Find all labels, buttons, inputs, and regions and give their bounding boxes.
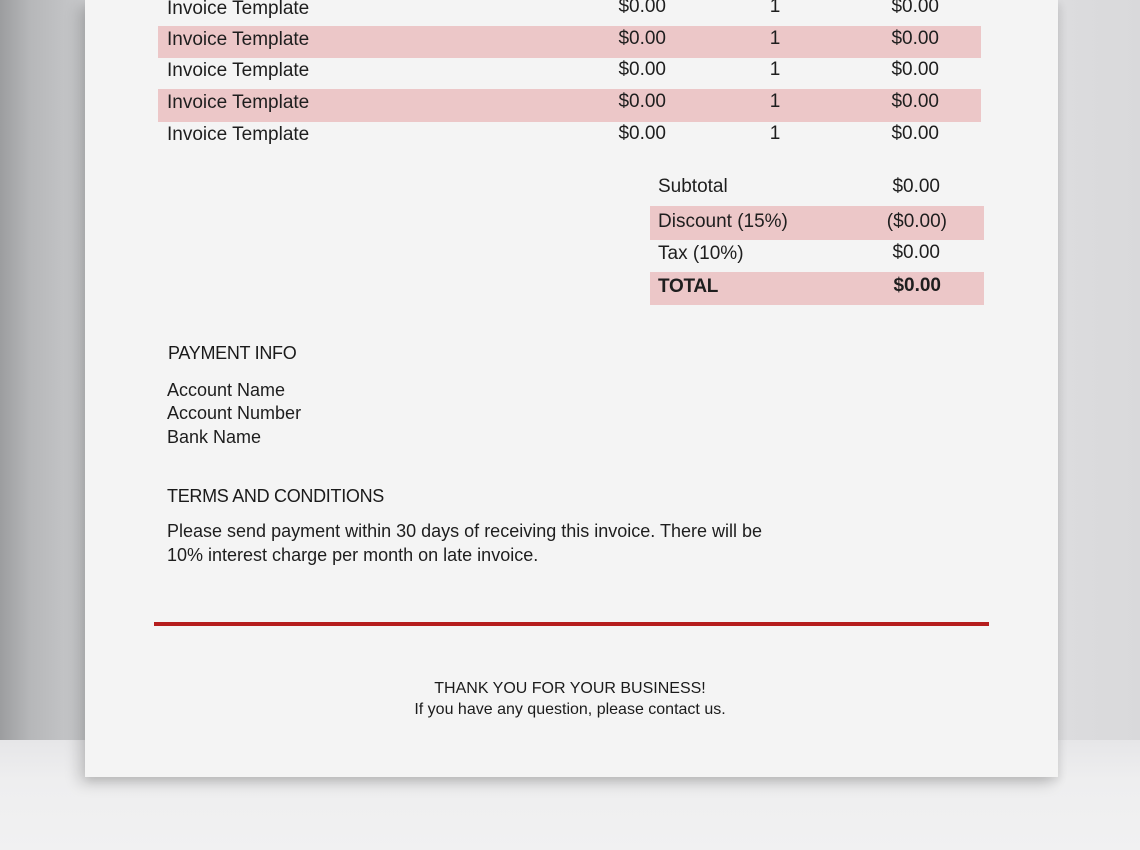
tax-value: $0.00	[892, 242, 940, 263]
item-price: $0.00	[618, 28, 666, 49]
item-qty: 1	[769, 59, 781, 80]
item-description: Invoice Template	[167, 60, 310, 81]
item-qty: 1	[769, 123, 781, 144]
discount-value: ($0.00)	[886, 211, 947, 232]
item-price: $0.00	[618, 59, 666, 80]
total-value: $0.00	[893, 275, 941, 296]
item-qty: 1	[769, 91, 781, 112]
item-total: $0.00	[891, 28, 939, 49]
item-qty: 1	[769, 0, 781, 17]
item-price: $0.00	[618, 0, 666, 17]
total-label: TOTAL	[658, 276, 719, 297]
terms-heading: TERMS AND CONDITIONS	[167, 486, 385, 506]
payment-info-heading: PAYMENT INFO	[168, 343, 297, 363]
item-price: $0.00	[618, 123, 666, 144]
tax-label: Tax (10%)	[658, 243, 744, 264]
account-name-label: Account Name	[167, 380, 286, 400]
subtotal-value: $0.00	[892, 176, 940, 197]
item-qty: 1	[769, 28, 781, 49]
terms-text	[167, 519, 807, 567]
bank-name-label: Bank Name	[167, 427, 262, 447]
item-description: Invoice Template	[167, 92, 310, 113]
item-total: $0.00	[891, 59, 939, 80]
item-total: $0.00	[891, 91, 939, 112]
item-total: $0.00	[891, 0, 939, 17]
item-description: Invoice Template	[167, 124, 310, 145]
item-price: $0.00	[618, 91, 666, 112]
terms-line-1: Please send payment within 30 days of receiving this invoice. There will be	[167, 521, 762, 541]
contact-text: If you have any question, please contact us.	[414, 701, 726, 718]
subtotal-label: Subtotal	[658, 176, 728, 197]
item-total: $0.00	[891, 123, 939, 144]
account-number-label: Account Number	[167, 403, 302, 423]
thank-you-text: THANK YOU FOR YOUR BUSINESS!	[434, 680, 706, 697]
discount-label: Discount (15%)	[658, 211, 788, 232]
terms-line-2: 10% interest charge per month on late invoice.	[167, 545, 539, 565]
item-description: Invoice Template	[167, 0, 310, 19]
item-description: Invoice Template	[167, 29, 310, 50]
footer-divider	[154, 622, 989, 626]
